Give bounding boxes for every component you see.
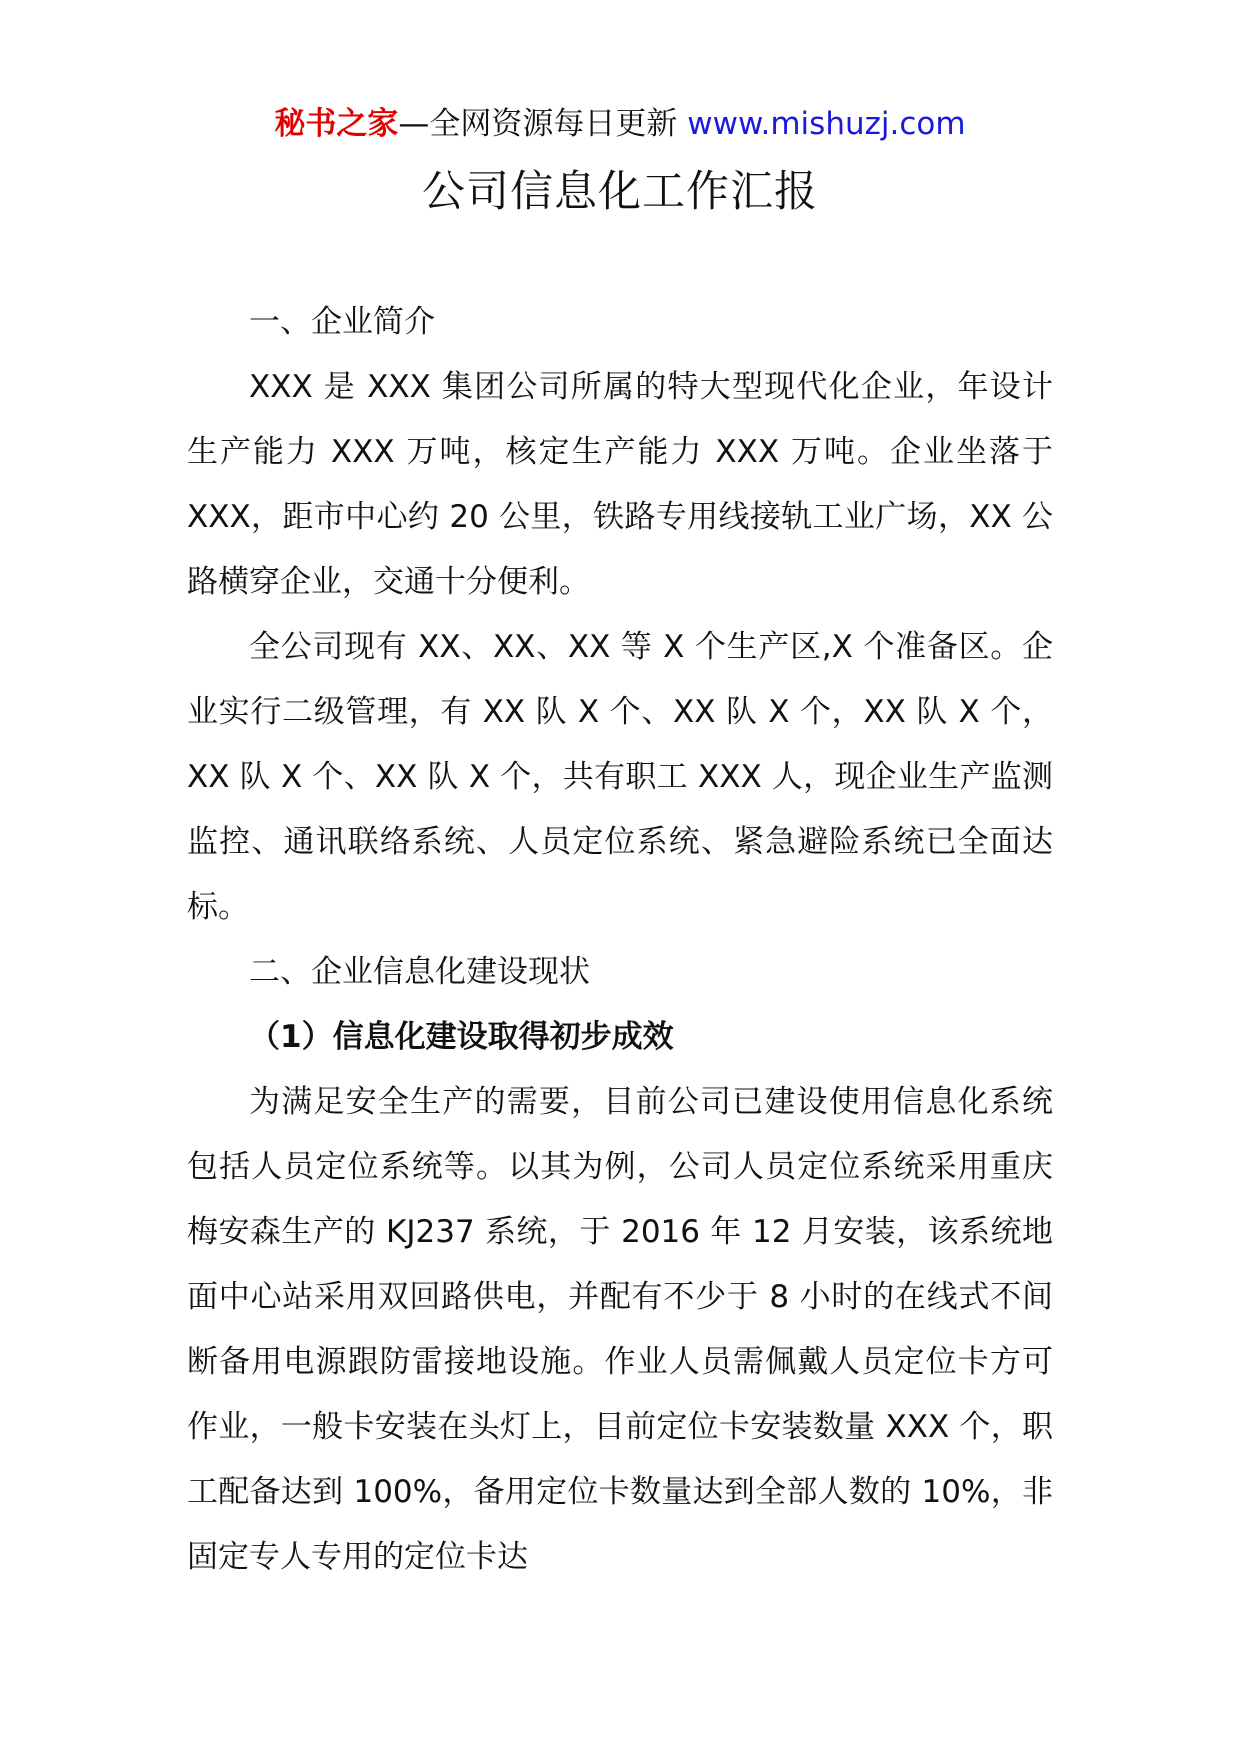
section-heading: 二、企业信息化建设现状 xyxy=(249,954,590,990)
document-body xyxy=(187,290,1053,1590)
paragraph: 全公司现有 XX、XX、XX 等 X 个生产区,X 个准备区。企业实行二级管理，有 XX 队 X 个、XX 队 X 个，XX 队 X 个，XX 队 X 个、XX 队 X 个，共有职工 XXX 人，现企业生产监测监控、通讯联络系统、人员定位系统、紧急避险系统已全面达标。 xyxy=(187,629,1053,925)
site-url[interactable]: www.mishuzj.com xyxy=(687,106,966,142)
brand-name: 秘书之家 xyxy=(274,106,399,142)
subsection-heading: （1）信息化建设取得初步成效 xyxy=(249,1019,674,1055)
header-slogan: —全网资源每日更新 xyxy=(398,106,688,142)
paragraph: 为满足安全生产的需要，目前公司已建设使用信息化系统包括人员定位系统等。以其为例，公司人员定位系统采用重庆梅安森生产的 KJ237 系统，于 2016 年 12 月安装，该系统地面中心站采用双回路供电，并配有不少于 8 小时的在线式不间断备用电源跟防雷接地设施。作业人员需佩戴人员定位卡方可作业，一般卡安装在头灯上，目前定位卡安装数量 XXX 个，职工配备达到 100%，备用定位卡数量达到全部人数的 10%，非固定专人专用的定位卡达 xyxy=(187,1084,1053,1575)
section-heading: 一、企业简介 xyxy=(249,304,435,340)
paragraph: XXX 是 XXX 集团公司所属的特大型现代化企业，年设计生产能力 XXX 万吨，核定生产能力 XXX 万吨。企业坐落于 XXX，距市中心约 20 公里，铁路专用线接轨工业广场，XX 公路横穿企业，交通十分便利。 xyxy=(187,369,1053,600)
document-title: 公司信息化工作汇报 xyxy=(422,167,818,217)
site-header xyxy=(0,102,1240,146)
